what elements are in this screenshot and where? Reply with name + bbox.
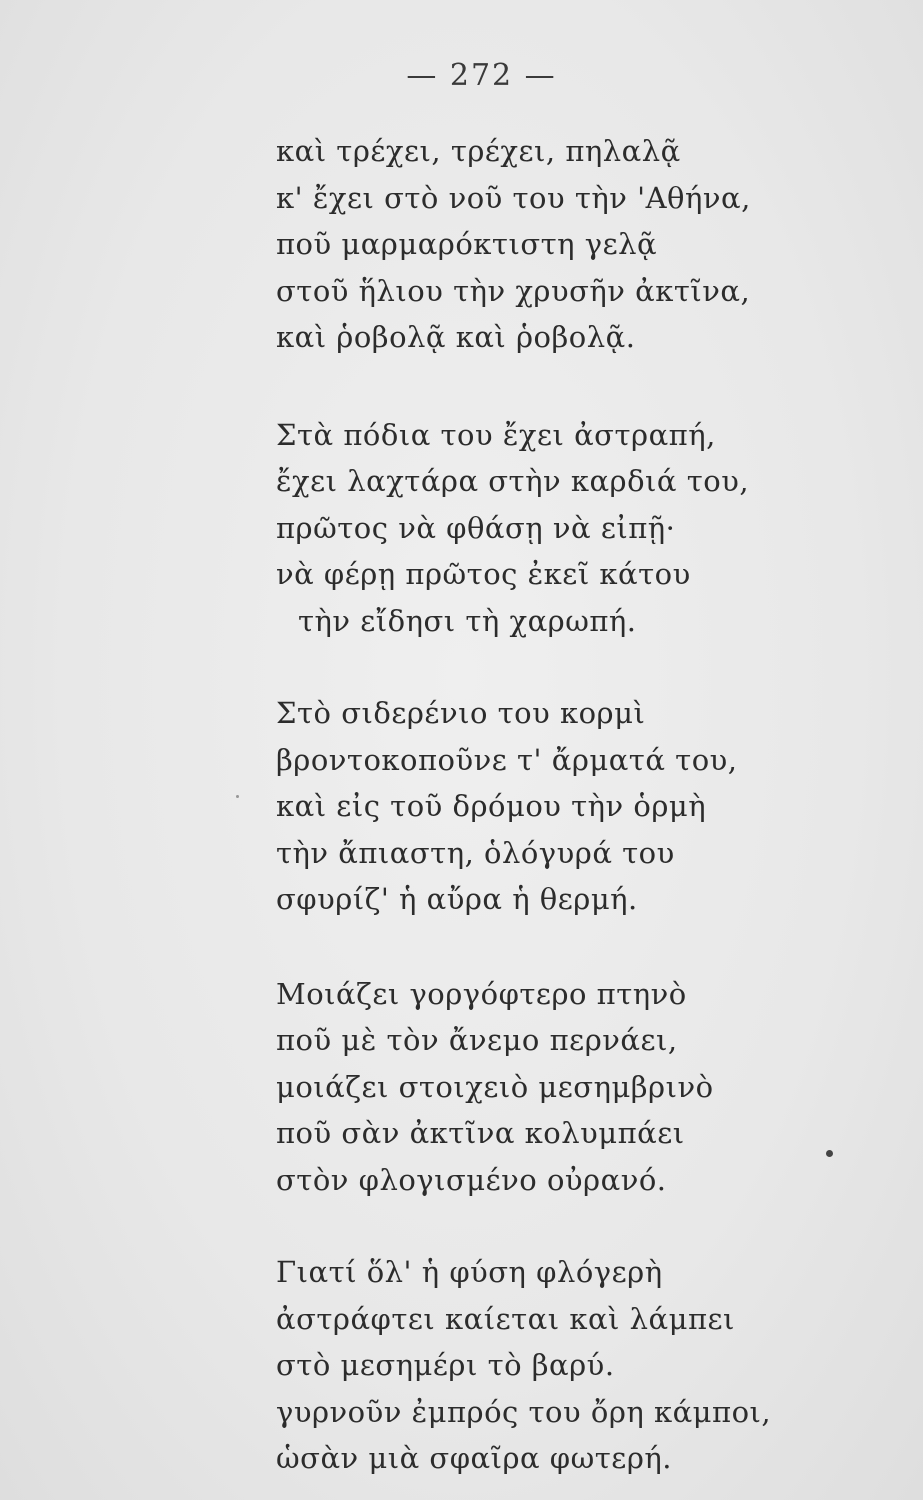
stanza-5 [276,1249,836,1482]
poem-line: Στὸ σιδερένιο του κορμὶ [276,696,646,730]
paper-speck [826,1150,833,1157]
stanza-gap [276,1203,836,1249]
poem-line: στὸ μεσημέρι τὸ βαρύ. [276,1348,615,1382]
stanza-1 [276,128,836,361]
poem-line: νὰ φέρῃ πρῶτος ἐκεῖ κάτου [276,557,691,591]
stanza-gap [276,923,836,971]
stanza-4 [276,971,836,1204]
poem-line: τὴν ἄπιαστη, ὁλόγυρά του [276,835,675,870]
stanza-2 [276,412,836,645]
poem-line: καὶ τρέχει, τρέχει, πηλαλᾷ [276,134,681,168]
poem-line: βροντοκοποῦνε τ' ἄρματά του, [276,742,738,777]
poem-line: Μοιάζει γοργόφτερο πτηνὸ [276,976,687,1011]
poem-line: γυρνοῦν ἐμπρός του ὄρη κάμποι, [276,1394,772,1429]
paper-speck [236,795,239,798]
poem-line: ὡσὰν μιὰ σφαῖρα φωτερή. [276,1441,672,1475]
stanza-gap [276,361,836,412]
poem-line: Στὰ πόδια του ἔχει ἀστραπή, [276,417,716,452]
poem-line: κ' ἔχει στὸ νοῦ του τὴν 'Αθήνα, [276,180,751,215]
poem-line: ποῦ μὲ τὸν ἄνεμο περνάει, [276,1023,678,1057]
page-number: — 272 — [406,58,557,93]
poem [276,128,836,1482]
poem-line: ποῦ σὰν ἀκτῖνα κολυμπάει [276,1116,685,1150]
poem-line: τὴν εἴδησι τὴ χαρωπή. [298,603,637,638]
poem-line: καὶ εἰς τοῦ δρόμου τὴν ὁρμὴ [276,789,707,823]
poem-line: ἀστράφτει καίεται καὶ λάμπει [276,1301,735,1336]
poem-line: ἔχει λαχτάρα στὴν καρδιά του, [276,464,750,498]
poem-line: σφυρίζ' ἡ αὔρα ἡ θερμή. [276,882,638,916]
poem-line: ποῦ μαρμαρόκτιστη γελᾷ [276,227,658,261]
poem-line: Γιατί ὅλ' ἡ φύση φλόγερὴ [276,1255,663,1289]
stanza-3 [276,690,836,923]
poem-line: στοῦ ἥλιου τὴν χρυσῆν ἀκτῖνα, [276,273,751,308]
poem-line: στὸν φλογισμένο οὐρανό. [276,1162,667,1197]
poem-line: καὶ ῥοβολᾷ καὶ ῥοβολᾷ. [276,320,636,354]
poem-line: μοιάζει στοιχειὸ μεσημβρινὸ [276,1069,714,1104]
stanza-gap [276,644,836,690]
poem-line: πρῶτος νὰ φθάσῃ νὰ εἰπῇ· [276,510,676,545]
